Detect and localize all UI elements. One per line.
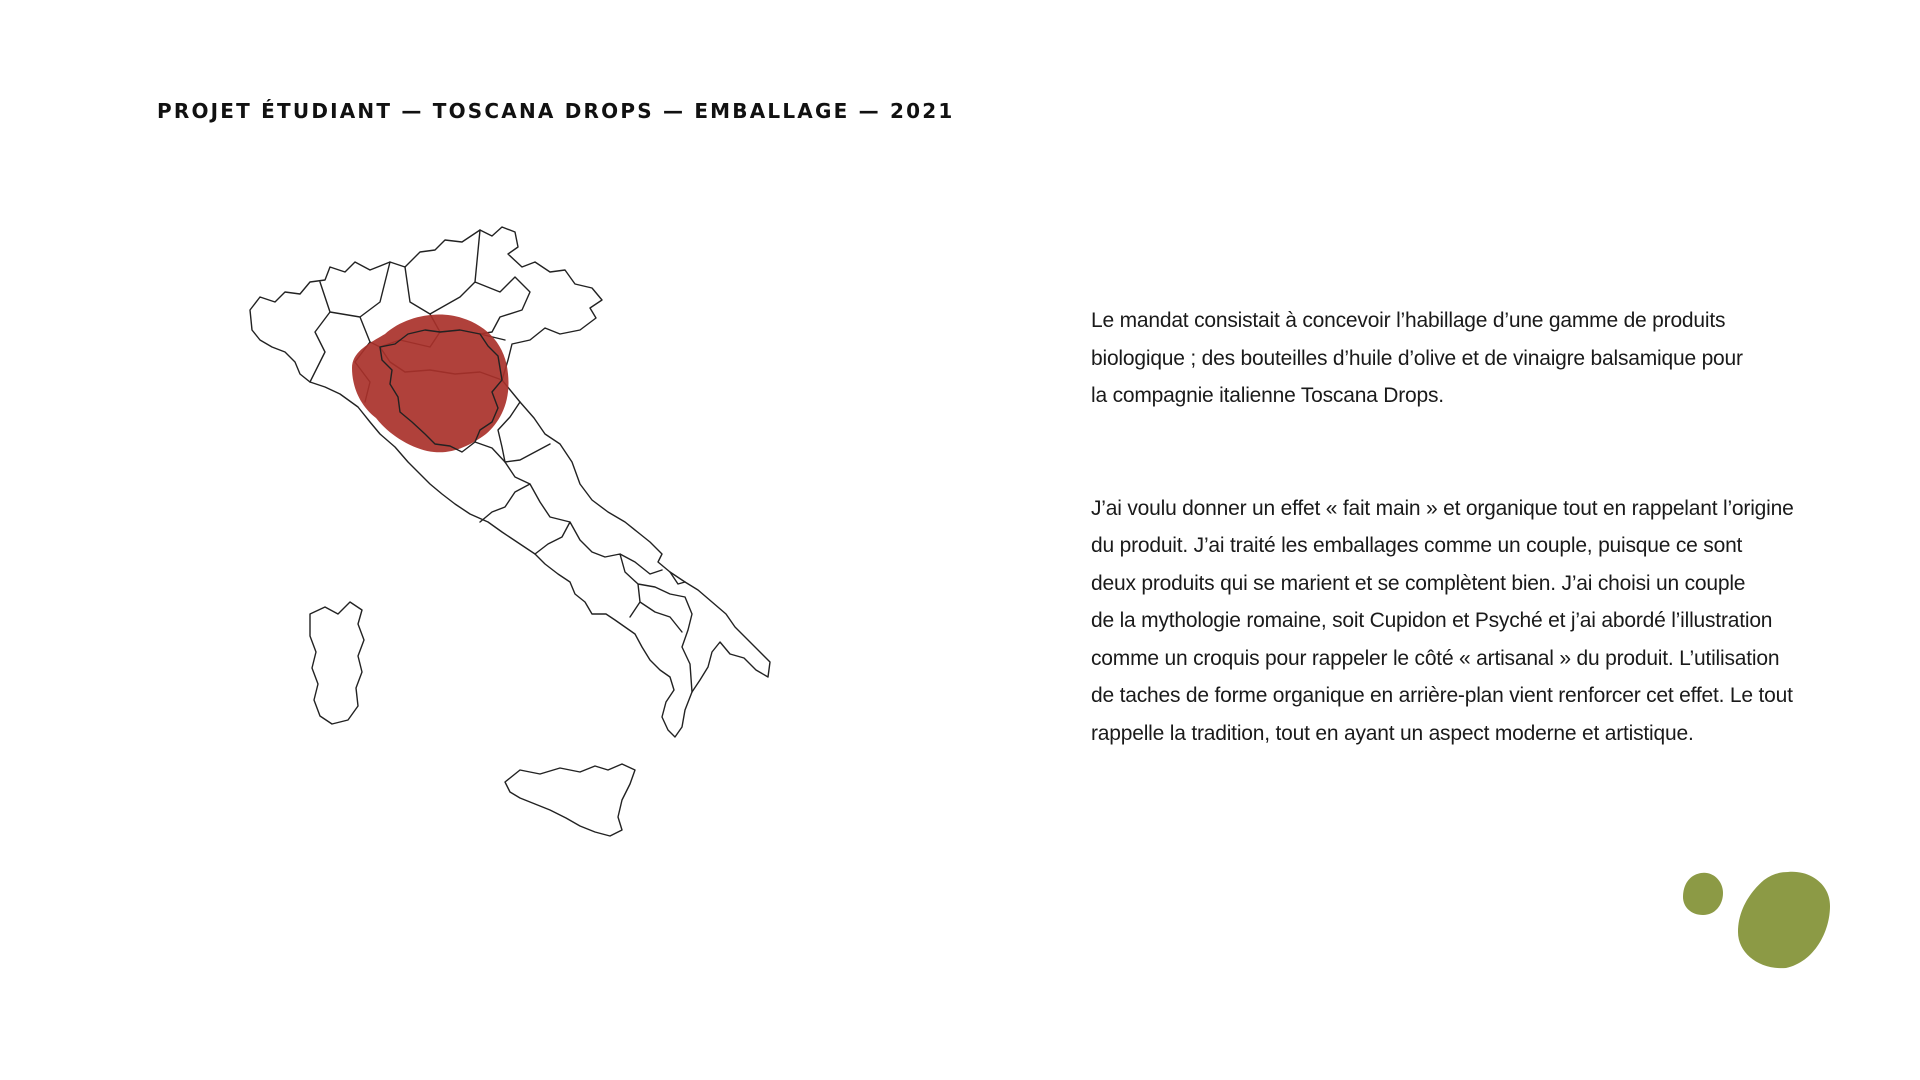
page-title: PROJET ÉTUDIANT — TOSCANA DROPS — EMBALLAGE — 2021 — [157, 99, 955, 123]
italy-map — [230, 222, 810, 902]
sardinia-outline — [310, 602, 364, 724]
italy-regions-map-icon — [230, 222, 810, 902]
description-paragraph-1: Le mandat consistait à concevoir l’habillage d’une gamme de produits biologique ; des bouteilles d’huile d’olive et de vinaigre balsamique pour la compagnie italienne Toscana Drops. — [1091, 309, 1743, 407]
project-description — [1091, 302, 1831, 752]
regional-borders — [310, 230, 692, 692]
mainland-outline — [250, 227, 770, 737]
small-olive-blob — [1681, 871, 1725, 917]
tuscany-highlight-blob — [352, 315, 508, 453]
description-paragraph-2: J’ai voulu donner un effet « fait main » et organique tout en rappelant l’origine du produit. J’ai traité les emballages comme un couple, puisque ce sont deux produits qui se marient et se complètent bien. J’ai choisi un couple de la mythologie romaine, soit Cupidon et Psyché et j’ai abordé l’illustration comme un croquis pour rappeler le côté « artisanal » du produit. L’utilisation de taches de forme organique en arrière-plan vient renforcer cet effet. Le tout rappelle la tradition, tout en ayant un aspect moderne et artistique. — [1091, 496, 1794, 745]
sicily-outline — [505, 764, 635, 836]
large-olive-blob — [1736, 870, 1832, 970]
